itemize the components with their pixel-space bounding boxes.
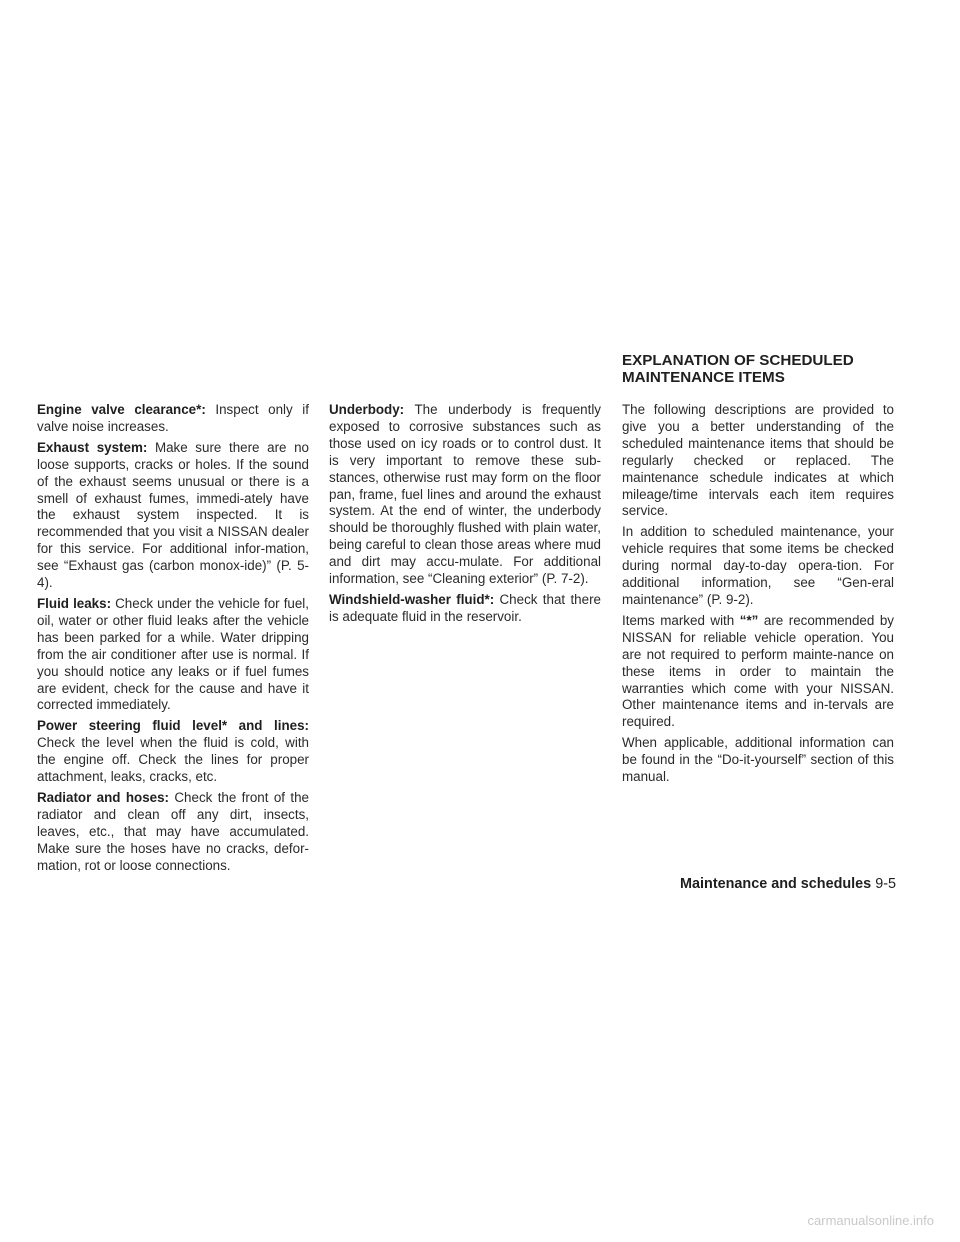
column-1 <box>37 402 309 878</box>
watermark: carmanualsonline.info <box>807 1213 934 1228</box>
footer-page-number: 9-5 <box>875 876 896 892</box>
asterisk-text-before: Items marked with <box>622 612 740 628</box>
item-radiator-hoses <box>37 790 309 875</box>
item-text: Check the level when the fluid is cold, with the engine off. Check the lines for proper attachment, leaks, cracks, etc. <box>37 735 309 785</box>
section-heading <box>622 353 912 386</box>
asterisk-text-after: are recommended by NISSAN for reliable vehicle operation. You are not required to perform mainte-nance on these items in order to maintain the warranties which come with your NISSAN. Other maintenance items and in-tervals are required. <box>622 612 894 730</box>
item-term: Fluid leaks: <box>37 595 112 611</box>
item-text: The underbody is frequently exposed to corrosive substances such as those used on icy roads or to control dust. It is very important to remove these sub-stances, otherwise rust may form on the floor pan, frame, fuel lines and around the exhaust system. At the end of winter, the underbody should be thoroughly flushed with plain water, being careful to clean those areas where mud and dirt may accu-mulate. For additional information, see “Cleaning exterior” (P. 7-2). <box>329 402 601 587</box>
item-term: Radiator and hoses: <box>37 789 170 805</box>
item-fluid-leaks <box>37 596 309 714</box>
additional-paragraph: In addition to scheduled maintenance, your vehicle requires that some items be checked during normal day-to-day opera-tion. For additional information, see “Gen-eral maintenance” (P. 9-2). <box>622 524 894 607</box>
item-term: Windshield-washer fluid*: <box>329 591 495 607</box>
column-3 <box>622 402 894 790</box>
item-windshield-washer-fluid <box>329 592 601 626</box>
page-footer <box>600 876 896 892</box>
item-term: Power steering fluid level* and lines: <box>37 718 309 734</box>
item-power-steering <box>37 718 309 786</box>
item-text: Make sure there are no loose supports, cracks or holes. If the sound of the exhaust seems unusual or there is a smell of exhaust fumes, immedi-ately have the exhaust system inspected. It is recommended that you visit a NISSAN dealer for this service. For additional infor-mation, see “Exhaust gas (carbon monox-ide)” (P. 5-4). <box>37 439 309 591</box>
item-term: Underbody: <box>329 402 405 417</box>
item-engine-valve-clearance <box>37 402 309 436</box>
diy-paragraph: When applicable, additional information can be found in the “Do-it-yourself” section of this manual. <box>622 735 894 785</box>
intro-paragraph: The following descriptions are provided to give you a better understanding of the scheduled maintenance items that should be regularly checked or replaced. The maintenance schedule indicates at which mileage/time intervals each item requires service. <box>622 402 894 519</box>
section-heading-line1: EXPLANATION OF SCHEDULED <box>622 352 854 369</box>
asterisk-mark: “*” <box>739 612 759 628</box>
item-term: Engine valve clearance*: <box>37 402 206 417</box>
column-2 <box>329 402 601 630</box>
item-exhaust-system <box>37 440 309 592</box>
item-underbody <box>329 402 601 588</box>
footer-section-title: Maintenance and schedules <box>680 876 872 892</box>
item-text: Inspect only if valve noise increases. <box>37 402 309 434</box>
section-heading-line2: MAINTENANCE ITEMS <box>622 368 785 386</box>
item-text: Check that there is adequate fluid in the reservoir. <box>329 591 601 624</box>
asterisk-paragraph <box>622 613 894 731</box>
item-term: Exhaust system: <box>37 439 148 455</box>
item-text: Check under the vehicle for fuel, oil, water or other fluid leaks after the vehicle has been parked for a while. Water dripping from the air conditioner after use is normal. If you should notice any leaks or if fuel fumes are evident, check for the cause and have it corrected immediately. <box>37 595 310 713</box>
item-text: Check the front of the radiator and clean off any dirt, insects, leaves, etc., that may have accumulated. Make sure the hoses have no cracks, defor-mation, rot or loose connections. <box>37 789 309 873</box>
